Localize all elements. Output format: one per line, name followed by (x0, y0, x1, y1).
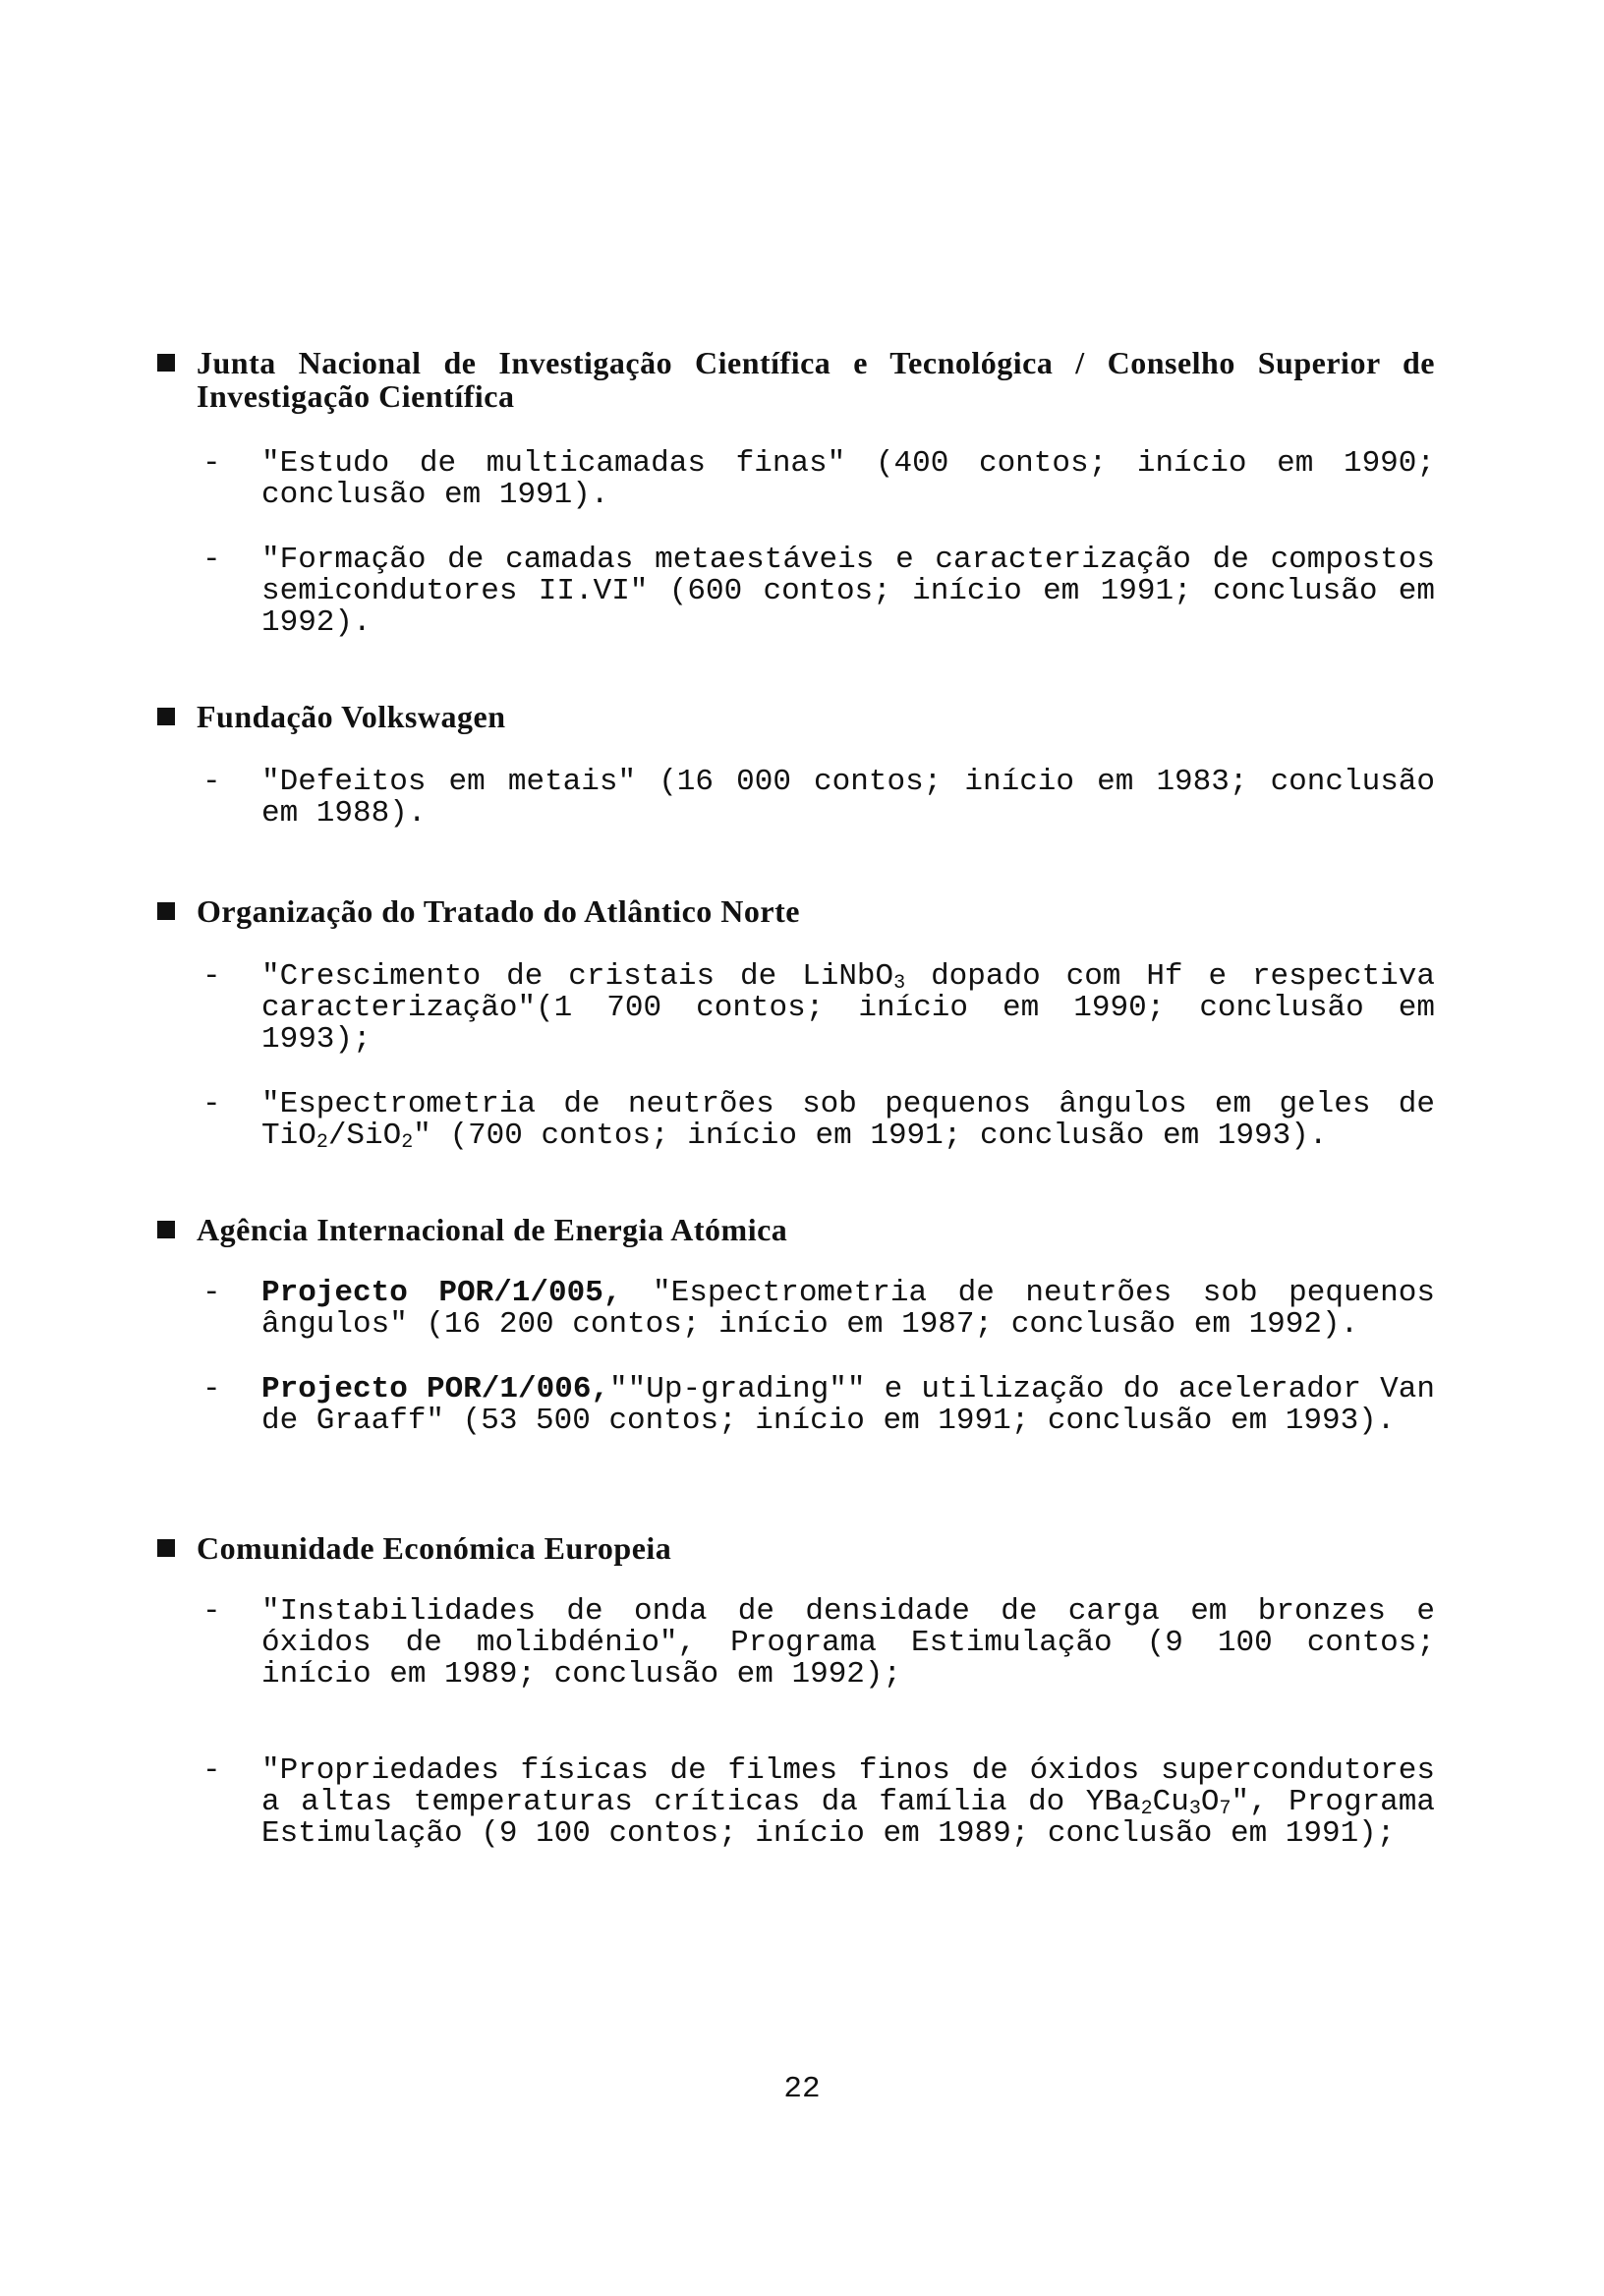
bullet-square-icon (157, 1221, 175, 1238)
subscript: 7 (1219, 1798, 1232, 1820)
item-text (261, 1755, 1435, 1850)
item-text (261, 1089, 1435, 1152)
dash-marker: - (202, 446, 221, 481)
item-text-part: "Crescimento de cristais de LiNbO (261, 959, 894, 994)
item-text-part: "Propriedades físicas de filmes finos de óxidos supercondutores a altas temperaturas críticas da família do YBa (261, 1753, 1435, 1819)
section-heading: Comunidade Económica Europeia (197, 1530, 672, 1566)
section-heading: Organização do Tratado do Atlântico Norte (197, 893, 800, 929)
subscript: 2 (315, 1131, 328, 1154)
dash-marker: - (202, 1276, 221, 1310)
project-code: Projecto POR/1/006, (261, 1372, 610, 1406)
item-text-part: O (1200, 1785, 1220, 1819)
bullet-square-icon (157, 354, 175, 372)
subscript: 3 (1188, 1798, 1201, 1820)
item-text: "Defeitos em metais" (16 000 contos; início em 1983; conclusão em 1988). (261, 765, 1435, 831)
item-text-part: "Espectrometria de neutrões sob pequenos ângulos" (16 200 contos; início em 1987; conclusão em 1992). (261, 1276, 1435, 1342)
section-heading: Junta Nacional de Investigação Científica e Tecnológica / Conselho Superior de Investigação Científica (197, 345, 1435, 414)
item-text-part: Cu (1152, 1785, 1189, 1819)
dash-marker: - (202, 1087, 221, 1121)
item-text: "Estudo de multicamadas finas" (400 contos; início em 1990; conclusão em 1991). (261, 446, 1435, 512)
subscript: 2 (1140, 1798, 1153, 1820)
item-text-part: /SiO (327, 1119, 402, 1153)
item-text-part: ""Up-grading"" e utilização do acelerador Van de Graaff" (53 500 contos; início em 1991; conclusão em 1993). (261, 1372, 1435, 1438)
item-text (261, 961, 1435, 1056)
dash-marker: - (202, 543, 221, 577)
item-text (261, 1374, 1435, 1437)
project-code: Projecto POR/1/005, (261, 1276, 622, 1310)
page-number: 22 (783, 2072, 821, 2106)
item-text: "Instabilidades de onda de densidade de carga em bronzes e óxidos de molibdénio", Programa Estimulação (9 100 contos; início em 1989; conclusão em 1992); (261, 1594, 1435, 1692)
item-text (261, 1278, 1435, 1341)
item-text-part: ", Programa Estimulação (9 100 contos; início em 1989; conclusão em 1991); (261, 1785, 1435, 1851)
subscript: 3 (893, 972, 906, 995)
dash-marker: - (202, 1594, 221, 1629)
dash-marker: - (202, 765, 221, 799)
bullet-square-icon (157, 708, 175, 725)
item-text-part: " (700 contos; início em 1991; conclusão em 1993). (413, 1119, 1328, 1153)
subscript: 2 (401, 1131, 414, 1154)
item-text-part: "Espectrometria de neutrões sob pequenos ângulos em geles de TiO (261, 1087, 1435, 1153)
dash-marker: - (202, 1753, 221, 1788)
section-heading: Fundação Volkswagen (197, 699, 506, 734)
item-text: "Formação de camadas metaestáveis e caracterização de compostos semicondutores II.VI" (600 contos; início em 1991; conclusão em 1992). (261, 543, 1435, 640)
bullet-square-icon (157, 1539, 175, 1557)
dash-marker: - (202, 959, 221, 994)
bullet-square-icon (157, 902, 175, 920)
section-heading: Agência Internacional de Energia Atómica (197, 1212, 788, 1247)
item-text-part: dopado com Hf e respectiva caracterização"(1 700 contos; início em 1990; conclusão em 1993); (261, 959, 1435, 1057)
dash-marker: - (202, 1372, 221, 1406)
